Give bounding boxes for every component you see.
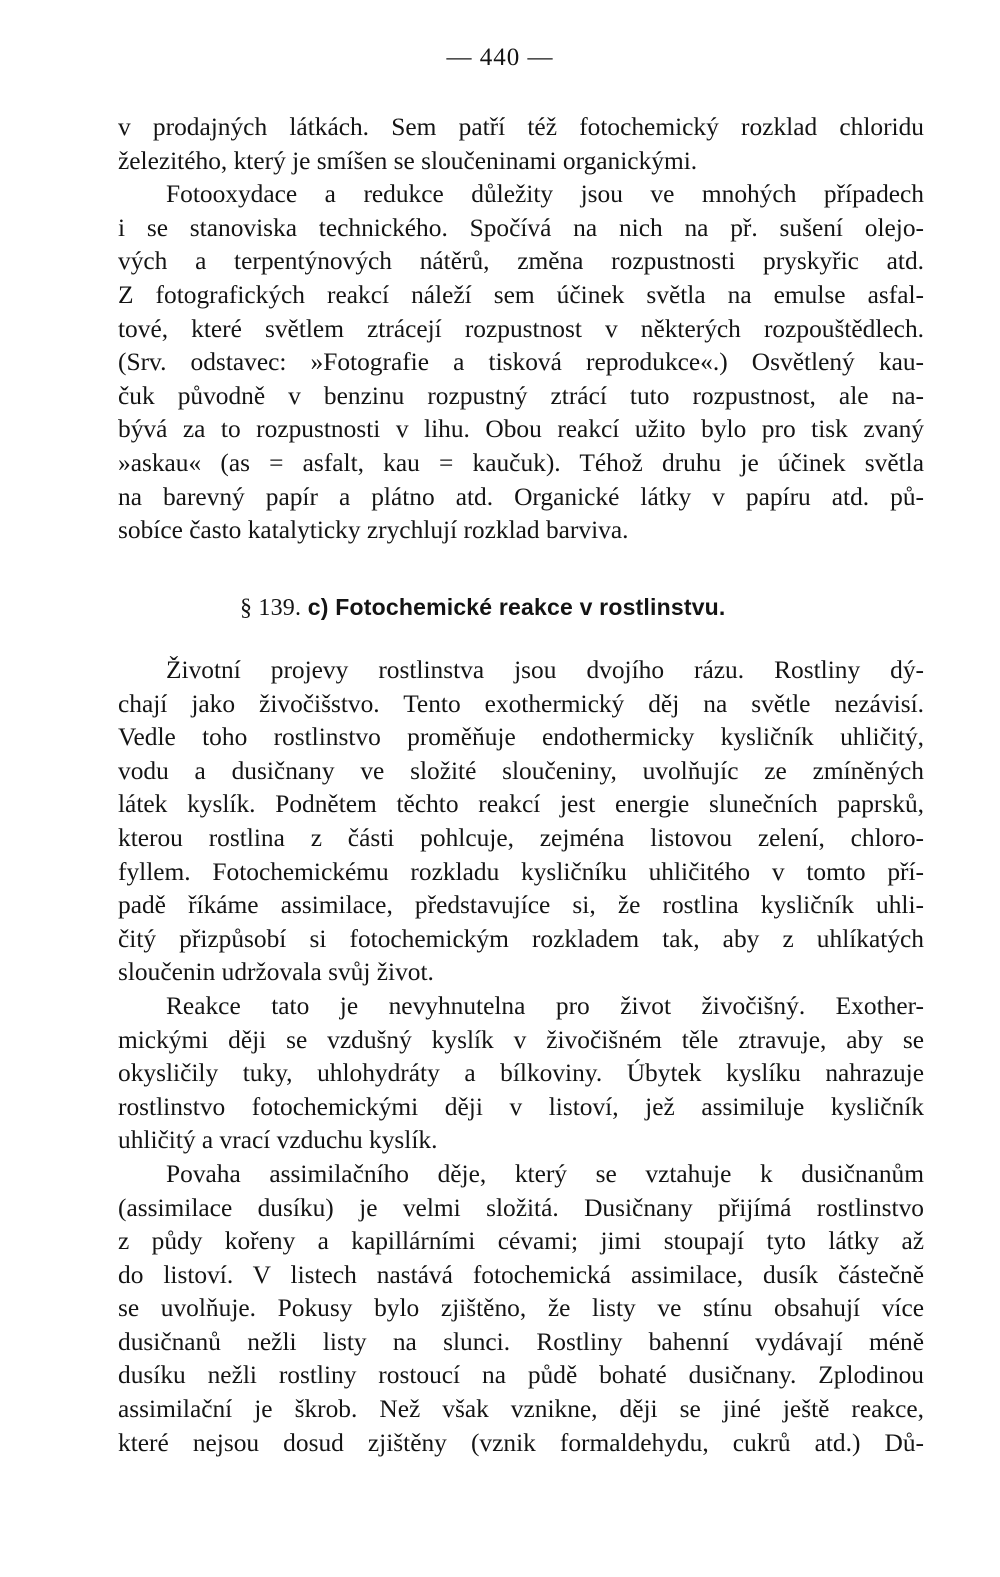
text-line: Fotooxydace a redukce důležity jsou ve mnohých případech	[166, 180, 924, 209]
text-line: Životní projevy rostlinstva jsou dvojího rázu. Rostliny dý-	[166, 656, 924, 684]
text-line: železitého, který je smíšen se sloučeninami organickými.	[118, 146, 698, 175]
text-line: rostlinstvo fotochemickými ději v listoví, jež assimiluje kysličník	[118, 1092, 924, 1121]
text-line: okysličily tuky, uhlohydráty a bílkoviny. Úbytek kyslíku nahrazuje	[118, 1059, 924, 1088]
text-block-1	[118, 111, 924, 548]
text-line: Z fotografických reakcí náleží sem účinek světla na emulse asfal-	[118, 280, 924, 309]
section-title: c) Fotochemické reakce v rostlinstvu.	[307, 594, 726, 620]
text-line: vodu a dusičnany ve složité sloučeniny, uvolňujíc ze zmíněných	[118, 756, 924, 785]
text-line: sobíce často katalyticky zrychlují rozklad barviva.	[118, 516, 629, 545]
text-line: čitý přizpůsobí si fotochemickým rozkladem tak, aby z uhlíkatých	[118, 924, 924, 953]
text-line: mickými ději se vzdušný kyslík v živočišném těle ztravuje, aby se	[118, 1025, 924, 1054]
text-block-2	[118, 654, 924, 1460]
text-line: se uvolňuje. Pokusy bylo zjištěno, že listy ve stínu obsahují více	[118, 1294, 924, 1323]
text-line: vých a terpentýnových nátěrů, změna rozpustnosti pryskyřic atd.	[118, 247, 924, 276]
text-line: Reakce tato je nevyhnutelna pro život živočišný. Exother-	[166, 991, 924, 1020]
text-line: do listoví. V listech nastává fotochemická assimilace, dusík částečně	[118, 1260, 924, 1289]
text-line: »askau« (as = asfalt, kau = kaučuk). Téhož druhu je účinek světla	[118, 448, 924, 477]
text-line: dusičnanů nežli listy na slunci. Rostliny bahenní vydávají méně	[118, 1327, 924, 1356]
text-line: na barevný papír a plátno atd. Organické látky v papíru atd. pů-	[118, 482, 924, 511]
text-line: padě říkáme assimilace, představujíce si, že rostlina kysličník uhli-	[118, 891, 924, 920]
text-line: v prodajných látkách. Sem patří též fotochemický rozklad chloridu	[118, 113, 924, 141]
text-line: látek kyslík. Podnětem těchto reakcí jest energie slunečních paprsků,	[118, 790, 924, 819]
text-line: bývá za to rozpustnosti v lihu. Obou reakcí užito bylo pro tisk zvaný	[118, 415, 924, 444]
text-line: kterou rostlina z části pohlcuje, zejména listovou zelení, chloro-	[118, 823, 924, 852]
text-line: tové, které světlem ztrácejí rozpustnost v některých rozpouštědlech.	[118, 314, 924, 343]
text-line: sloučenin udržovala svůj život.	[118, 958, 434, 987]
text-line: čuk původně v benzinu rozpustný ztrácí tuto rozpustnost, ale na-	[118, 381, 924, 410]
text-line: Povaha assimilačního děje, který se vztahuje k dusičnanům	[166, 1159, 924, 1188]
text-line: chají jako živočišstvo. Tento exothermický děj na světle nezávisí.	[118, 689, 924, 718]
text-line: dusíku nežli rostliny rostoucí na půdě bohaté dusičnany. Zplodinou	[118, 1361, 924, 1390]
text-line: které nejsou dosud zjištěny (vznik formaldehydu, cukrů atd.) Dů-	[118, 1428, 924, 1457]
text-line: (assimilace dusíku) je velmi složitá. Dusičnany přijímá rostlinstvo	[118, 1193, 924, 1222]
page-number: — 440 —	[446, 44, 554, 71]
section-number: § 139.	[240, 595, 302, 621]
text-line: fyllem. Fotochemickému rozkladu kysličníku uhličitého v tomto pří-	[118, 857, 924, 886]
text-line: Vedle toho rostlinstvo proměňuje endothermicky kysličník uhličitý,	[118, 723, 924, 752]
text-line: assimilační je škrob. Než však vznikne, ději se jiné ještě reakce,	[118, 1395, 924, 1424]
text-line: z půdy kořeny a kapillárními cévami; jimi stoupají tyto látky až	[118, 1227, 924, 1256]
section-heading	[240, 594, 940, 622]
text-line: i se stanoviska technického. Spočívá na nich na př. sušení olejo-	[118, 213, 924, 242]
text-line: uhličitý a vrací vzduchu kyslík.	[118, 1126, 438, 1155]
text-line: (Srv. odstavec: »Fotografie a tisková reprodukce«.) Osvětlený kau-	[118, 348, 924, 377]
